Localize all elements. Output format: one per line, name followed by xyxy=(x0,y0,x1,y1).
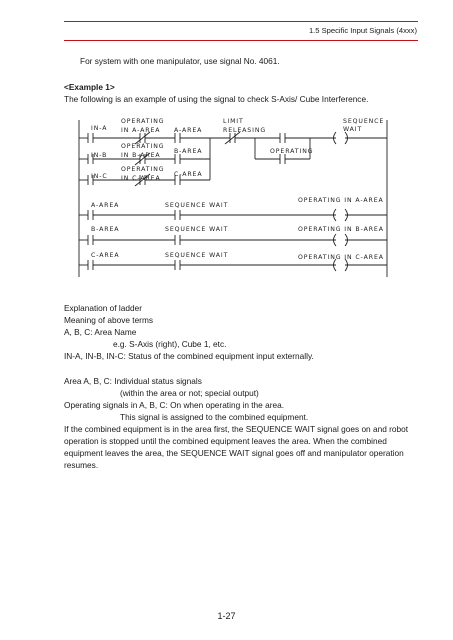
label-rung3-output: OPERATING IN B-AREA xyxy=(298,226,384,233)
label-rung4-output: OPERATING IN C-AREA xyxy=(298,254,384,261)
label-rung4-c-area: C-AREA xyxy=(91,252,120,259)
detail-line-3: Operating signals in A, B, C: On when operating in the area. xyxy=(64,400,284,410)
detail-line-5: If the combined equipment is in the area first, the SEQUENCE WAIT signal goes on and robot xyxy=(64,424,409,434)
ladder-diagram xyxy=(0,110,453,290)
label-rung3-b-area: B-AREA xyxy=(91,226,120,233)
explanation-line-3: A, B, C: Area Name xyxy=(64,327,137,337)
label-op-a-1: OPERATING xyxy=(121,118,165,125)
detail-line-8: resumes. xyxy=(64,460,99,470)
detail-line-2: (within the area or not; special output) xyxy=(120,388,259,398)
label-op-c-1: OPERATING xyxy=(121,166,165,173)
label-operating: OPERATING xyxy=(270,148,314,155)
header-rule-top xyxy=(64,21,418,22)
label-b-area: B-AREA xyxy=(174,148,203,155)
rung-3 xyxy=(79,234,387,246)
detail-line-4: This signal is assigned to the combined equipment. xyxy=(120,412,309,422)
detail-line-6: operation is stopped until the combined equipment leaves the area. When the combined xyxy=(64,436,387,446)
detail-line-7: equipment leaves the area, the SEQUENCE WAIT signal goes off and manipulator operation xyxy=(64,448,404,458)
label-rung2-seq-wait: SEQUENCE WAIT xyxy=(165,202,229,209)
label-op-b-1: OPERATING xyxy=(121,143,165,150)
example-title: <Example 1> xyxy=(64,82,115,92)
label-op-a-2: IN A-AREA xyxy=(121,127,161,134)
header-rule-bottom xyxy=(64,40,418,41)
label-op-b-2: IN B-AREA xyxy=(121,152,161,159)
label-rung3-seq-wait: SEQUENCE WAIT xyxy=(165,226,229,233)
label-in-a: IN-A xyxy=(91,125,108,132)
label-in-c: IN-C xyxy=(91,173,108,180)
explanation-line-4: e.g. S-Axis (right), Cube 1, etc. xyxy=(113,339,227,349)
label-releasing: RELEASING xyxy=(223,127,267,134)
label-a-area: A-AREA xyxy=(174,127,203,134)
label-op-c-2: IN C-AREA xyxy=(121,175,161,182)
example-description: The following is an example of using the signal to check S-Axis/ Cube Interference. xyxy=(64,94,369,104)
section-header: 1.5 Specific Input Signals (4xxx) xyxy=(308,26,417,35)
rung-2 xyxy=(79,209,387,221)
label-sequence: SEQUENCE xyxy=(343,118,385,125)
label-c-area: C-AREA xyxy=(174,171,203,178)
explanation-line-1: Explanation of ladder xyxy=(64,303,142,313)
label-rung4-seq-wait: SEQUENCE WAIT xyxy=(165,252,229,259)
label-in-b: IN-B xyxy=(91,152,108,159)
label-limit: LIMIT xyxy=(223,118,244,125)
explanation-line-2: Meaning of above terms xyxy=(64,315,154,325)
label-wait: WAIT xyxy=(343,126,363,133)
page-number: 1-27 xyxy=(217,611,236,621)
explanation-line-5: IN-A, IN-B, IN-C: Status of the combined equipment input externally. xyxy=(64,351,314,361)
intro-text: For system with one manipulator, use signal No. 4061. xyxy=(80,56,280,66)
label-rung2-a-area: A-AREA xyxy=(91,202,120,209)
detail-line-1: Area A, B, C: Individual status signals xyxy=(64,376,202,386)
label-rung2-output: OPERATING IN A-AREA xyxy=(298,197,384,204)
